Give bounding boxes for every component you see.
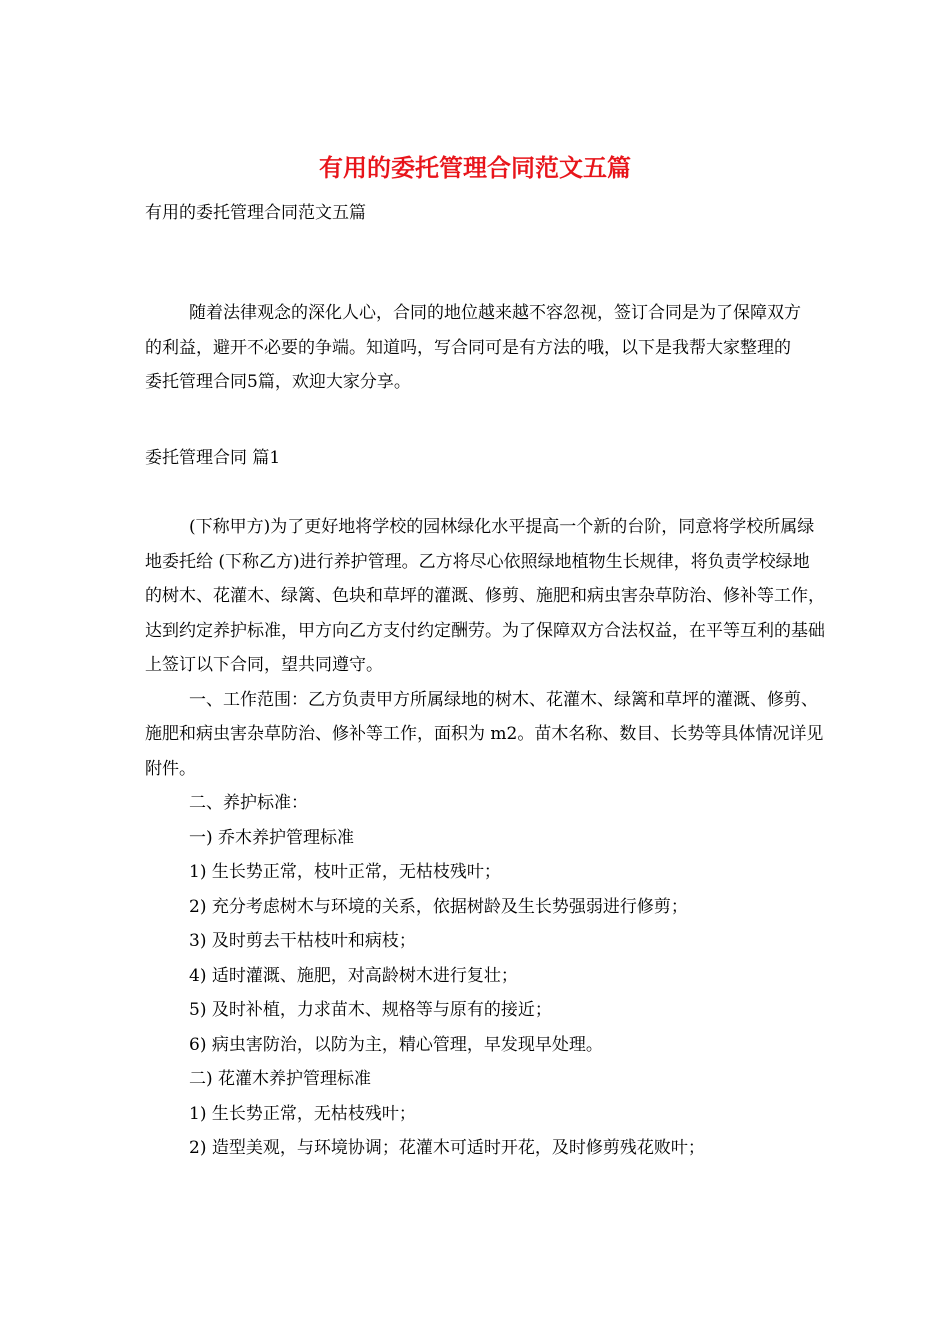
contract-body [145, 510, 825, 1166]
list-item: 1) 生长势正常，无枯枝残叶； [189, 1103, 416, 1124]
section-heading: 委托管理合同 篇1 [145, 448, 281, 468]
list-item: 2) 充分考虑树木与环境的关系，依据树龄及生长势强弱进行修剪； [189, 896, 688, 917]
body-paragraph: (下称甲方)为了更好地将学校的园林绿化水平提高一个新的台阶，同意将学校所属绿地委托给 (下称乙方)进行养护管理。乙方将尽心依照绿地植物生长规律，将负责学校绿地的树木、花灌木、绿篱、色块和草坪的灌溉、修剪、施肥和病虫害杂草防治、修补等工作，达到约定养护标准，甲方向乙方支付约定酬劳。为了保障双方合法权益，在平等互利的基础上签订以下合同，望共同遵守。 [145, 517, 825, 675]
list-item: 3) 及时剪去干枯枝叶和病枝； [189, 931, 416, 951]
intro-paragraph [145, 296, 805, 400]
document-title: 有用的委托管理合同范文五篇 [319, 153, 631, 182]
intro-text: 随着法律观念的深化人心，合同的地位越来越不容忽视，签订合同是为了保障双方的利益，避开不必要的争端。知道吗，写合同可是有方法的哦，以下是我帮大家整理的委托管理合同5篇，欢迎大家分享。 [145, 303, 801, 392]
document-subtitle: 有用的委托管理合同范文五篇 [145, 203, 366, 223]
list-item: 二、养护标准： [189, 793, 308, 813]
body-paragraph: 一、工作范围：乙方负责甲方所属绿地的树木、花灌木、绿篱和草坪的灌溉、修剪、施肥和病虫害杂草防治、修补等工作，面积为 m2。苗木名称、数目、长势等具体情况详见附件。 [145, 689, 824, 779]
list-item: 4) 适时灌溉、施肥，对高龄树木进行复壮； [189, 965, 518, 986]
list-item: 2) 造型美观，与环境协调；花灌木可适时开花，及时修剪残花败叶； [189, 1138, 705, 1158]
list-item: 一) 乔木养护管理标准 [189, 827, 355, 848]
list-item: 6) 病虫害防治，以防为主，精心管理，早发现早处理。 [189, 1034, 603, 1055]
list-item: 二) 花灌木养护管理标准 [189, 1069, 372, 1089]
list-item: 1) 生长势正常，枝叶正常，无枯枝残叶； [189, 862, 501, 882]
list-item: 5) 及时补植，力求苗木、规格等与原有的接近； [189, 1000, 552, 1020]
